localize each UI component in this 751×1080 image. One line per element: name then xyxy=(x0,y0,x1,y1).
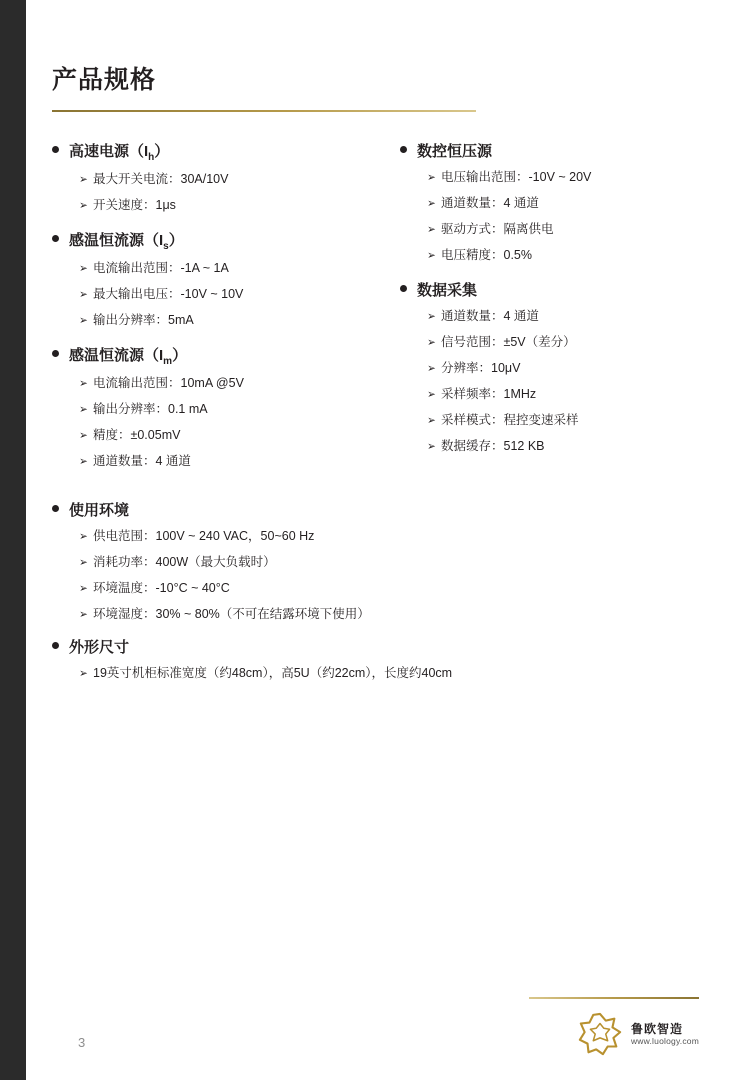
arrow-icon: ➢ xyxy=(79,287,88,301)
arrow-icon: ➢ xyxy=(427,387,436,401)
arrow-icon: ➢ xyxy=(79,261,88,275)
spec-group-title: 感温恒流源（I xyxy=(69,232,164,249)
spec-column-left xyxy=(52,140,382,485)
list-item xyxy=(400,335,712,350)
spec-group-title: 数据采集 xyxy=(417,282,478,299)
arrow-icon: ➢ xyxy=(427,361,436,375)
spec-group-heading xyxy=(52,636,712,657)
spec-group xyxy=(400,140,712,263)
list-item xyxy=(52,555,712,570)
spec-group-subscript: h xyxy=(148,152,155,163)
arrow-icon: ➢ xyxy=(427,439,436,453)
spec-group-title: 数控恒压源 xyxy=(417,143,493,160)
list-item xyxy=(400,387,712,402)
list-item xyxy=(52,428,374,443)
list-item xyxy=(52,666,712,681)
list-item-label: 信号范围：±5V（差分） xyxy=(441,335,576,349)
list-item xyxy=(52,261,374,276)
arrow-icon: ➢ xyxy=(427,248,436,262)
list-item-label: 环境湿度：30% ~ 80%（不可在结露环境下使用） xyxy=(93,607,370,621)
spec-group xyxy=(52,636,712,681)
list-item xyxy=(52,607,712,622)
spec-group xyxy=(400,279,712,454)
list-item xyxy=(52,172,374,187)
arrow-icon: ➢ xyxy=(79,402,88,416)
arrow-icon: ➢ xyxy=(79,313,88,327)
list-item-label: 分辨率：10μV xyxy=(441,361,521,375)
list-item xyxy=(52,529,712,544)
list-item-label: 供电范围：100V ~ 240 VAC，50~60 Hz xyxy=(93,529,315,543)
spec-group-heading xyxy=(400,140,712,161)
arrow-icon: ➢ xyxy=(79,428,88,442)
list-item xyxy=(400,248,712,263)
list-item-label: 消耗功率：400W（最大负载时） xyxy=(93,555,276,569)
spec-column-right xyxy=(382,140,712,485)
logo-mark-icon xyxy=(577,1012,623,1058)
list-item-label: 采样模式：程控变速采样 xyxy=(441,413,579,427)
bullet-icon xyxy=(400,285,407,292)
spec-content xyxy=(52,140,712,692)
page-title: 产品规格 xyxy=(52,66,157,94)
list-item xyxy=(52,581,712,596)
bullet-icon xyxy=(52,642,59,649)
list-item xyxy=(400,413,712,428)
list-item xyxy=(400,439,712,454)
list-item xyxy=(400,222,712,237)
spec-group-title-tail: ） xyxy=(154,143,170,160)
spec-group xyxy=(52,344,374,469)
arrow-icon: ➢ xyxy=(79,172,88,186)
left-accent-bar xyxy=(0,0,26,1080)
footer-accent-rule xyxy=(529,997,699,999)
list-item xyxy=(52,198,374,213)
spec-group-heading xyxy=(52,344,374,367)
arrow-icon: ➢ xyxy=(79,376,88,390)
list-item xyxy=(52,454,374,469)
arrow-icon: ➢ xyxy=(427,335,436,349)
list-item-label: 电流输出范围：10mA @5V xyxy=(93,376,244,390)
arrow-icon: ➢ xyxy=(79,454,88,468)
list-item xyxy=(52,313,374,328)
list-item-label: 电流输出范围：-1A ~ 1A xyxy=(93,261,229,275)
list-item-label: 输出分辨率：0.1 mA xyxy=(93,402,208,416)
spec-group xyxy=(52,229,374,328)
spec-group-title: 高速电源（I xyxy=(69,143,149,160)
bullet-icon xyxy=(52,505,59,512)
arrow-icon: ➢ xyxy=(79,607,88,621)
arrow-icon: ➢ xyxy=(427,413,436,427)
list-item-label: 电压输出范围：-10V ~ 20V xyxy=(441,170,592,184)
spec-group-subscript: s xyxy=(163,241,169,252)
spec-group-heading xyxy=(52,140,374,163)
title-block xyxy=(52,60,692,112)
arrow-icon: ➢ xyxy=(427,170,436,184)
list-item xyxy=(52,287,374,302)
title-underline-rule xyxy=(52,110,476,112)
arrow-icon: ➢ xyxy=(79,666,88,680)
spec-group-heading xyxy=(52,499,712,520)
list-item xyxy=(400,361,712,376)
spec-group-title: 感温恒流源（I xyxy=(69,347,164,364)
logo-company-name: 鲁欧智造 xyxy=(630,1022,683,1037)
list-item-label: 19英寸机柜标准宽度（约48cm），高5U（约22cm），长度约40cm xyxy=(93,666,453,680)
spec-group-heading xyxy=(52,229,374,252)
list-item xyxy=(400,309,712,324)
list-item-label: 驱动方式：隔离供电 xyxy=(441,222,554,236)
arrow-icon: ➢ xyxy=(427,196,436,210)
list-item-label: 通道数量：4 通道 xyxy=(441,196,539,210)
spec-group xyxy=(52,140,374,213)
arrow-icon: ➢ xyxy=(427,309,436,323)
arrow-icon: ➢ xyxy=(427,222,436,236)
arrow-icon: ➢ xyxy=(79,555,88,569)
bullet-icon xyxy=(52,235,59,242)
spec-group-title: 使用环境 xyxy=(69,502,130,519)
list-item xyxy=(400,196,712,211)
list-item-label: 环境温度：-10°C ~ 40°C xyxy=(93,581,230,595)
list-item-label: 最大开关电流：30A/10V xyxy=(93,172,229,186)
arrow-icon: ➢ xyxy=(79,581,88,595)
list-item-label: 通道数量：4 通道 xyxy=(93,454,191,468)
spec-group-title-tail: ） xyxy=(168,232,184,249)
spec-group-title-tail: ） xyxy=(172,347,188,364)
list-item-label: 电压精度：0.5% xyxy=(441,248,532,262)
spec-columns xyxy=(52,140,712,485)
bullet-icon xyxy=(52,146,59,153)
spec-group xyxy=(52,499,712,622)
arrow-icon: ➢ xyxy=(79,198,88,212)
bullet-icon xyxy=(52,350,59,357)
arrow-icon: ➢ xyxy=(79,529,88,543)
page-number: 3 xyxy=(78,1035,86,1050)
list-item xyxy=(400,170,712,185)
list-item-label: 通道数量：4 通道 xyxy=(441,309,539,323)
spec-group-title: 外形尺寸 xyxy=(69,639,130,656)
spec-group-subscript: m xyxy=(163,356,173,367)
list-item-label: 开关速度：1μs xyxy=(93,198,176,212)
logo-website-url: www.luology.com xyxy=(630,1036,699,1047)
list-item-label: 采样频率：1MHz xyxy=(441,387,537,401)
list-item-label: 数据缓存：512 KB xyxy=(441,439,545,453)
list-item-label: 精度：±0.05mV xyxy=(93,428,181,442)
brand-logo xyxy=(577,1012,699,1058)
bullet-icon xyxy=(400,146,407,153)
logo-text-block xyxy=(631,1023,699,1047)
spec-group-heading xyxy=(400,279,712,300)
list-item xyxy=(52,376,374,391)
list-item xyxy=(52,402,374,417)
list-item-label: 输出分辨率：5mA xyxy=(93,313,194,327)
list-item-label: 最大输出电压：-10V ~ 10V xyxy=(93,287,244,301)
